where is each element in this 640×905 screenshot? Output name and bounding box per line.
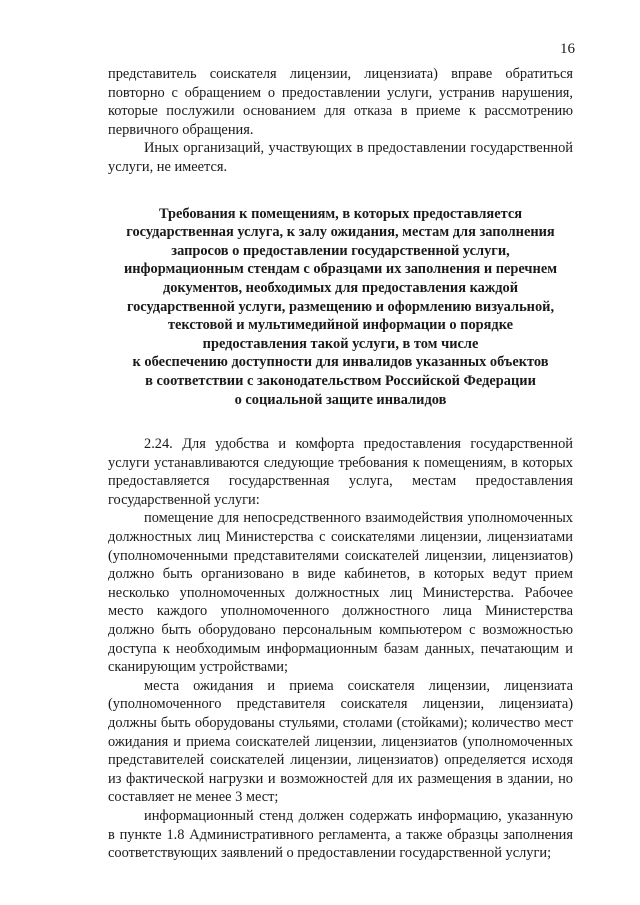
section-heading [108, 205, 573, 410]
paragraph: 2.24. Для удобства и комфорта предоставления государственной услуги устанавливаются следующие требования к помещениям, в которых предоставляется государственная услуга, местам предоставления государственной услуги: [108, 436, 573, 508]
paragraph: помещение для непосредственного взаимодействия уполномоченных должностных лиц Министерства с соискателями лицензии, лицензиатами (уполномоченными представителями соискателей лицензии, лицензиатов) должно быть организовано в виде кабинетов, в которых ведут прием несколько уполномоченных должностных лиц Министерства. Рабочее место каждого уполномоченного должностного лица Министерства должно быть оборудовано персональным компьютером с возможностью доступа к необходимым информационным базам данных, печатающим и сканирующим устройствами; [108, 510, 573, 676]
heading-line: документов, необходимых для предоставления каждой [162, 279, 519, 296]
heading-line: к обеспечению доступности для инвалидов указанных объектов [132, 354, 549, 371]
document-body [108, 65, 573, 863]
paragraph: представитель соискателя лицензии, лицензиата) вправе обратиться повторно с обращением о предоставлении услуги, устранив нарушения, которые послужили основанием для отказа в приеме к рассмотрению первичного обращения. [108, 66, 573, 138]
heading-line: государственной услуги, размещению и оформлению визуальной, [126, 298, 555, 315]
paragraph: Иных организаций, участвующих в предоставлении государственной услуги, не имеется. [108, 140, 573, 175]
heading-line: в соответствии с законодательством Российской Федерации [145, 372, 536, 389]
heading-line: информационным стендам с образцами их заполнения и перечнем [123, 261, 558, 278]
page-number: 16 [560, 41, 575, 57]
heading-line: Требования к помещениям, в которых предоставляется [158, 205, 523, 222]
heading-line: государственная услуга, к залу ожидания, местам для заполнения [126, 224, 555, 241]
heading-line: о социальной защите инвалидов [234, 391, 447, 408]
heading-line: запросов о предоставлении государственной услуги, [171, 242, 510, 259]
paragraph: места ожидания и приема соискателя лицензии, лицензиата (уполномоченного представителя соискателя лицензии, лицензиата) должны быть оборудованы стульями, столами (стойками); количество мест ожидания и приема соискателей лицензии, лицензиатов (уполномоченных представителей соискателей лицензии, лицензиатов) определяется исходя из фактической нагрузки и возможностей для их размещения в здании, но составляет не менее 3 мест; [108, 677, 573, 806]
heading-line: текстовой и мультимедийной информации о порядке [167, 317, 514, 334]
paragraph: информационный стенд должен содержать информацию, указанную в пункте 1.8 Административного регламента, а также образцы заполнения соответствующих заявлений о предоставлении государственной услуги; [108, 807, 573, 862]
heading-line: предоставления такой услуги, в том числе [202, 335, 479, 352]
